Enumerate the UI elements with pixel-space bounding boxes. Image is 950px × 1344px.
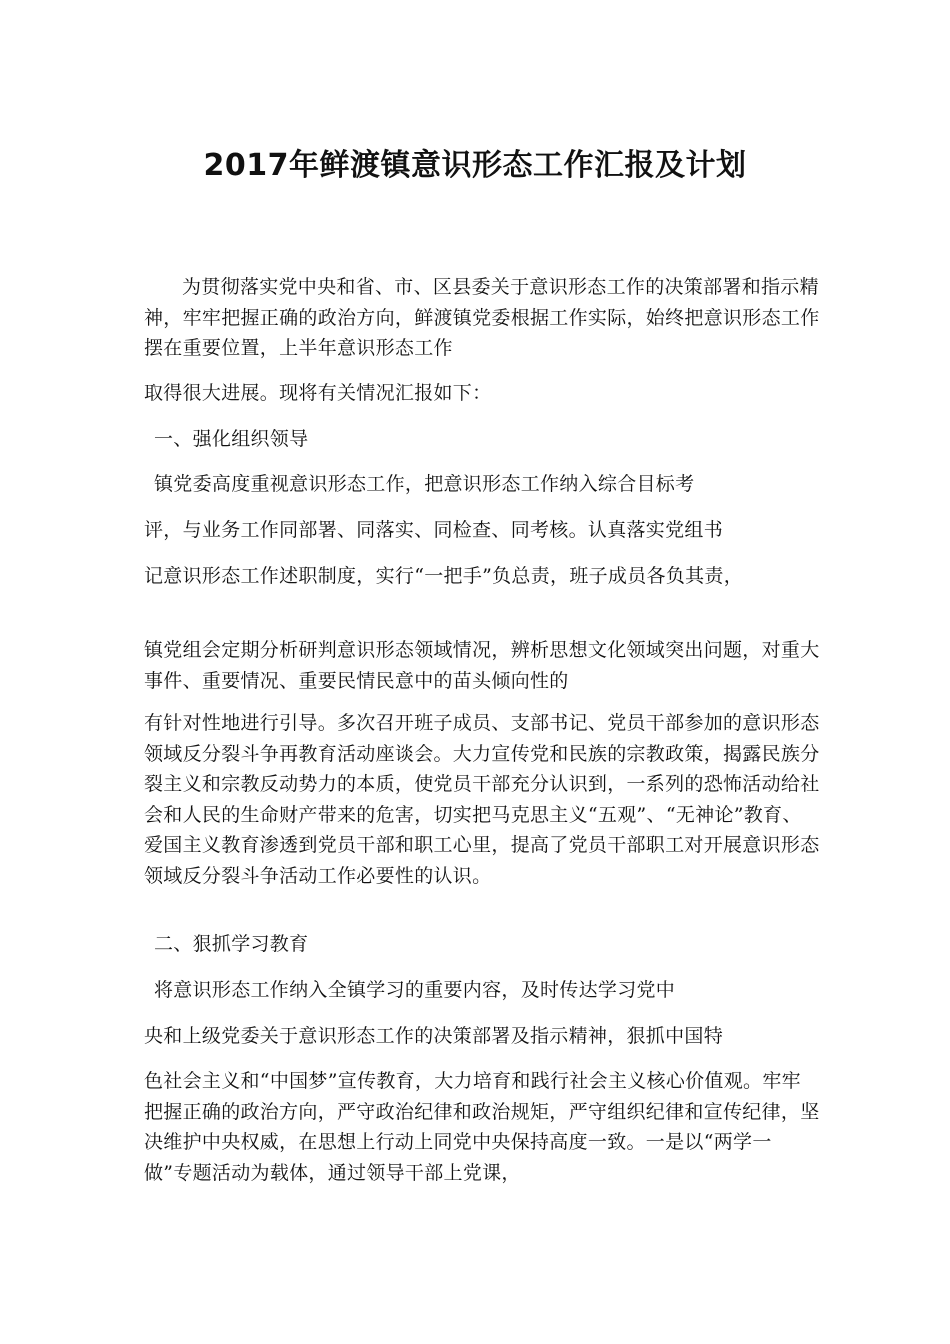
paragraph-body: 色社会主义和“中国梦”宣传教育，大力培育和践行社会主义核心价值观。牢牢把握正确的政治方向，严守政治纪律和政治规矩，严守组织纪律和宣传纪律，坚决维护中央权威，在思想上行动上同党中央保持高度一致。一是以“两学一做”专题活动为载体，通过领导干部上党课， [144,1070,820,1184]
paragraph-report-lead: 取得很大进展。现将有关情况汇报如下： [144,382,492,404]
paragraph-intro: 为贯彻落实党中央和省、市、区县委关于意识形态工作的决策部署和指示精神，牢牢把握正确的政治方向，鲜渡镇党委根据工作实际，始终把意识形态工作摆在重要位置，上半年意识形态工作 [144,276,820,359]
section-heading-2: 二、狠抓学习教育 [154,933,309,955]
paragraph-line: 镇党组会定期分析研判意识形态领域情况，辨析思想文化领域突出问题，对重大事件、重要情况、重要民情民意中的苗头倾向性的 [144,639,820,692]
section-heading-1: 一、强化组织领导 [154,428,309,450]
paragraph-line: 记意识形态工作述职制度，实行“一把手”负总责，班子成员各负其责， [144,565,744,587]
paragraph-line: 镇党委高度重视意识形态工作，把意识形态工作纳入综合目标考 [154,473,695,495]
paragraph-line: 将意识形态工作纳入全镇学习的重要内容，及时传达学习党中 [154,979,676,1001]
page-title: 2017年鲜渡镇意识形态工作汇报及计划 [203,148,747,183]
paragraph-body: 有针对性地进行引导。多次召开班子成员、支部书记、党员干部参加的意识形态领域反分裂斗争再教育活动座谈会。大力宣传党和民族的宗教政策，揭露民族分裂主义和宗教反动势力的本质，使党员干部充分认识到，一系列的恐怖活动给社会和人民的生命财产带来的危害，切实把马克思主义“五观”、“无神论”教育、爱国主义教育渗透到党员干部和职工心里，提高了党员干部职工对开展意识形态领域反分裂斗争活动工作必要性的认识。 [144,712,820,887]
paragraph-line: 央和上级党委关于意识形态工作的决策部署及指示精神，狠抓中国特 [144,1025,724,1047]
paragraph-line: 评，与业务工作同部署、同落实、同检查、同考核。认真落实党组书 [144,519,724,541]
